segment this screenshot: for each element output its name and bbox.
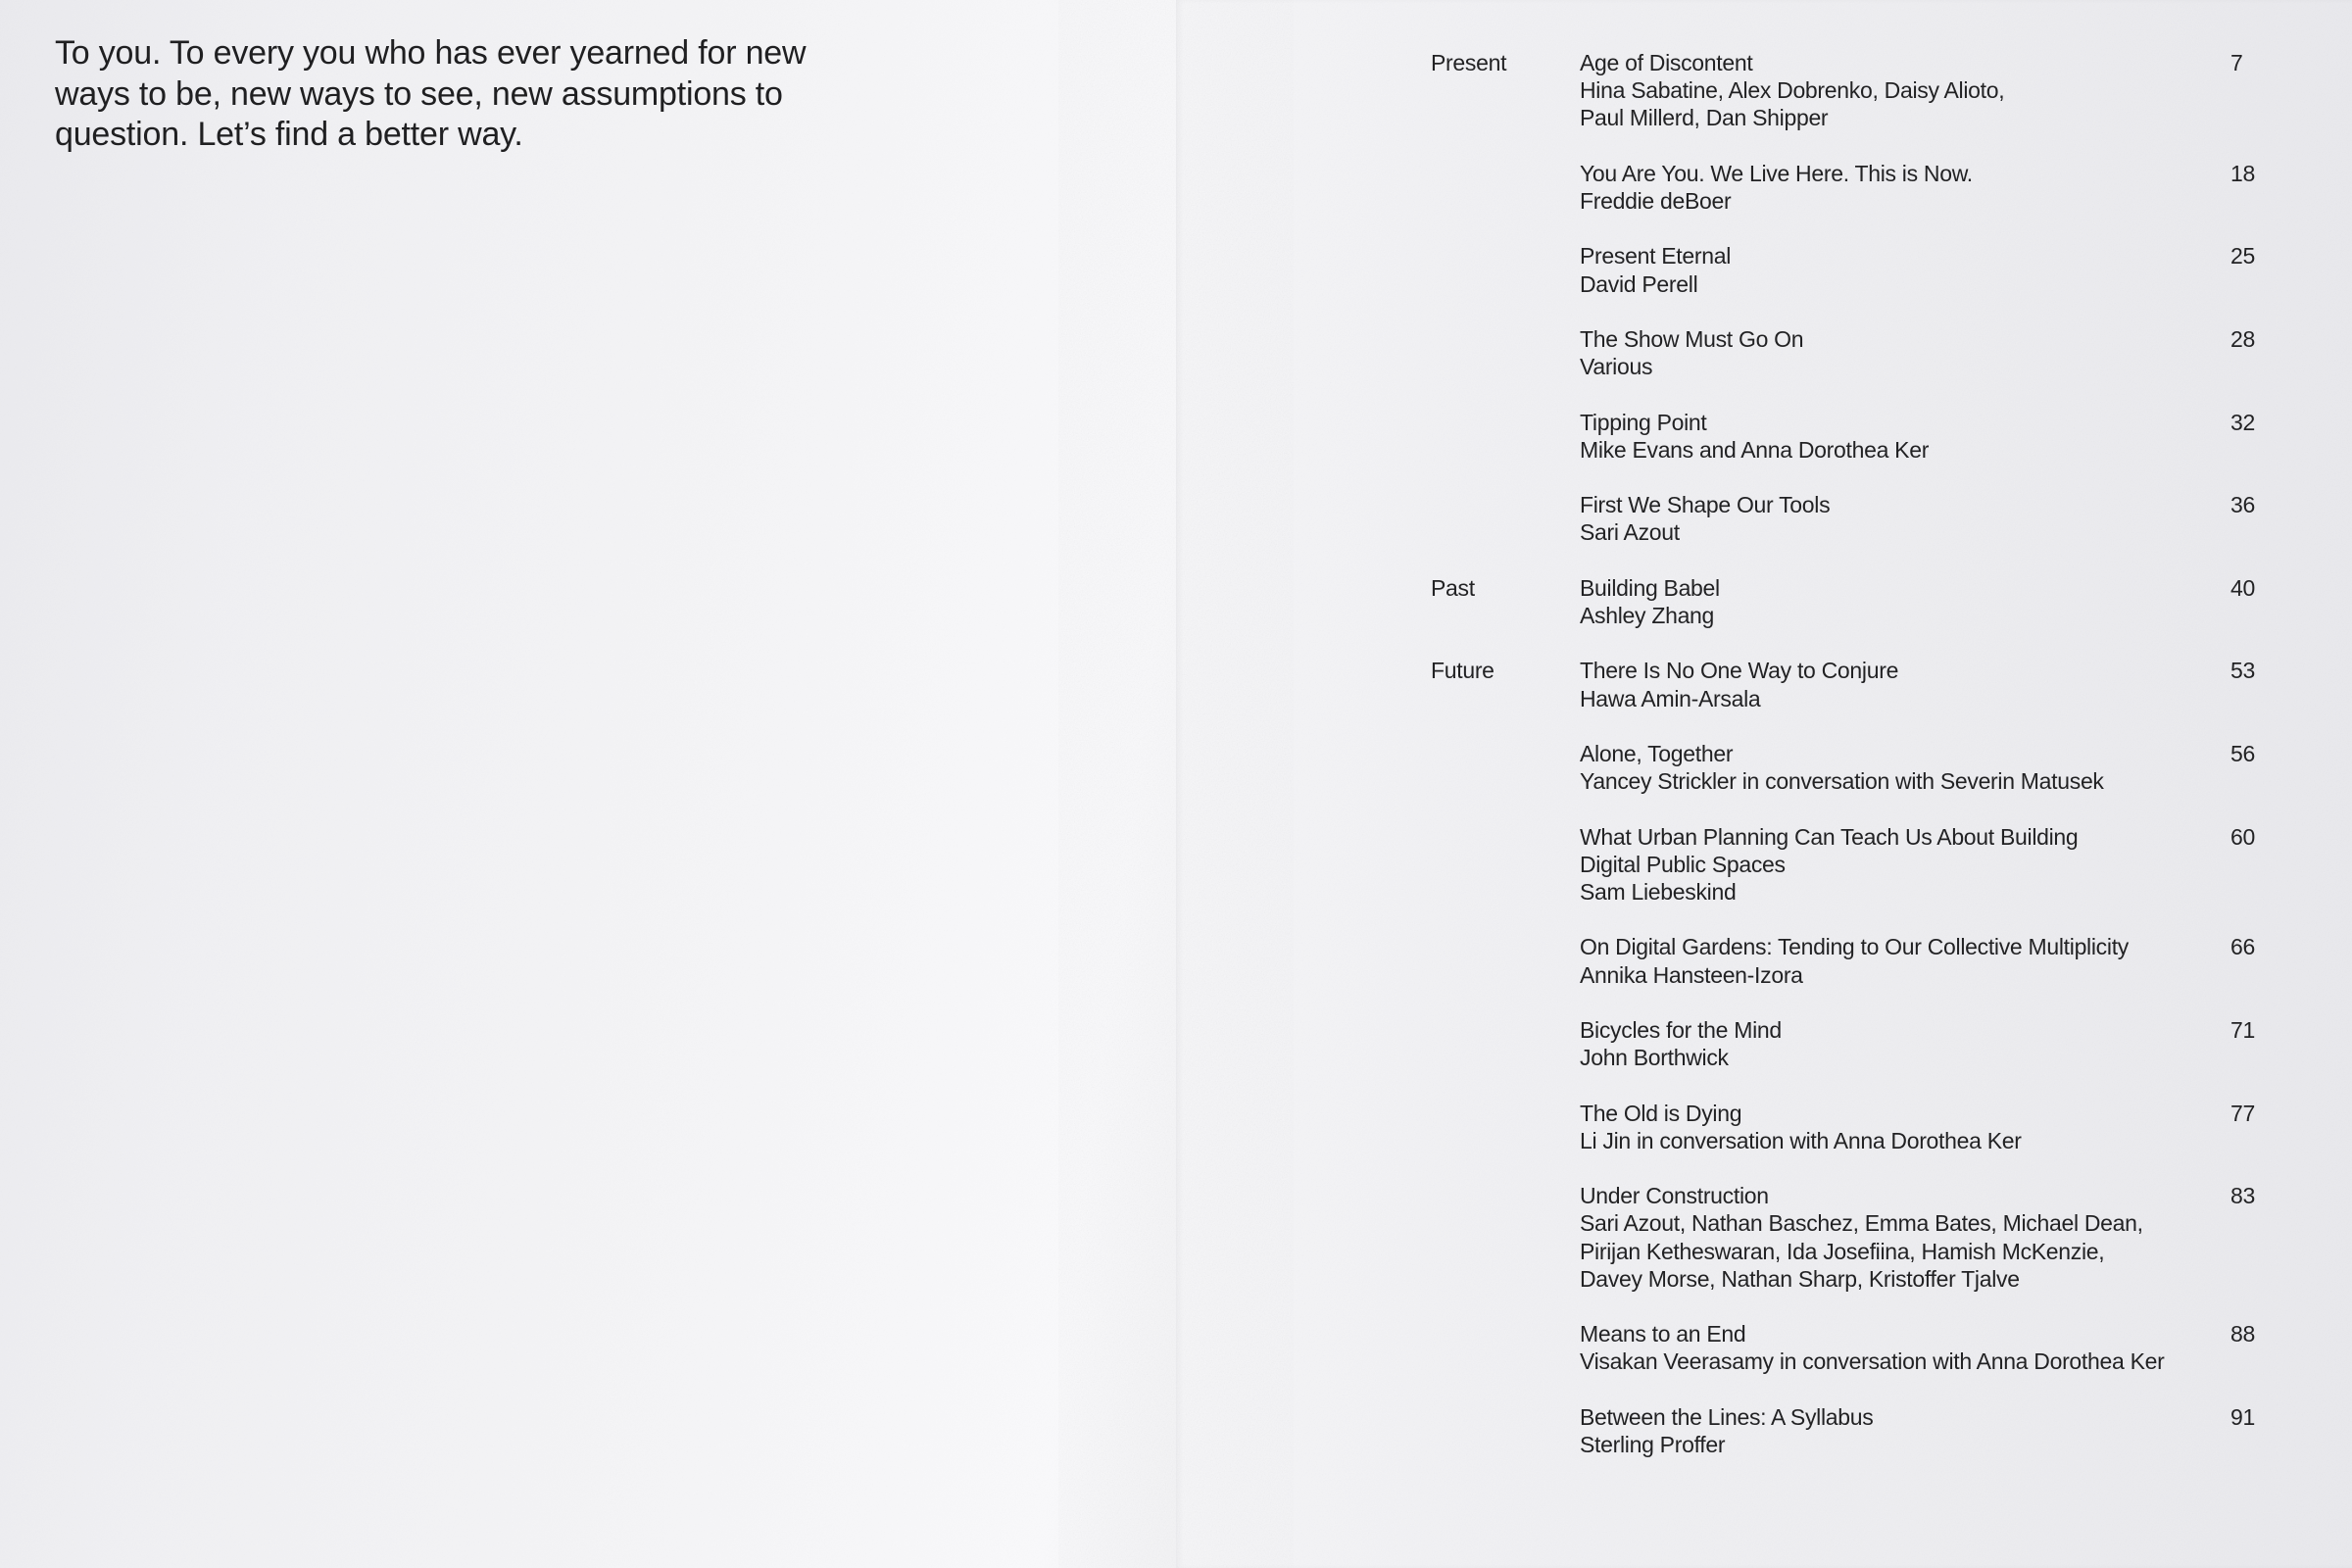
toc-title-line: First We Shape Our Tools <box>1580 492 1831 518</box>
toc-author-line: Paul Millerd, Dan Shipper <box>1580 105 1829 131</box>
toc-author-line: Pirijan Ketheswaran, Ida Josefiina, Hamish McKenzie, <box>1580 1238 2105 1264</box>
toc-title-line: Bicycles for the Mind <box>1580 1016 1782 1043</box>
toc-entry <box>1431 325 2293 380</box>
table-of-contents <box>1431 49 2293 1486</box>
toc-entry-authors <box>1580 961 2225 989</box>
toc-entry-page-number: 56 <box>2230 740 2255 766</box>
toc-title-line: The Old is Dying <box>1580 1100 1742 1126</box>
toc-author-line: Yancey Strickler in conversation with Severin Matusek <box>1580 768 2104 795</box>
toc-author-line: John Borthwick <box>1580 1045 1729 1071</box>
toc-entry-page-number: 25 <box>2230 243 2255 270</box>
dedication-line: To you. To every you who has ever yearned for new <box>55 34 807 72</box>
toc-author-line: Sari Azout, Nathan Baschez, Emma Bates, Michael Dean, <box>1580 1210 2143 1237</box>
toc-entry-title <box>1580 325 2225 353</box>
toc-entry-page-number: 71 <box>2230 1016 2255 1043</box>
toc-entry-authors <box>1580 436 2225 464</box>
toc-entry-authors <box>1580 1209 2225 1293</box>
toc-entry-authors <box>1580 1044 2225 1071</box>
toc-author-line: Annika Hansteen-Izora <box>1580 961 1803 988</box>
toc-entry-authors <box>1580 270 2225 298</box>
toc-entry-page-number: 36 <box>2230 492 2255 518</box>
toc-entry-page-number: 32 <box>2230 409 2255 435</box>
toc-title-line: Means to an End <box>1580 1321 1746 1348</box>
toc-author-line: Mike Evans and Anna Dorothea Ker <box>1580 436 1930 463</box>
toc-entry <box>1431 409 2293 464</box>
toc-entry-authors <box>1580 187 2225 215</box>
toc-entry-title <box>1580 1320 2225 1348</box>
toc-entry-main <box>1580 1016 2225 1071</box>
toc-entry-page-number: 28 <box>2230 325 2255 352</box>
toc-entry <box>1431 49 2293 132</box>
toc-section-label: Present <box>1431 50 1507 75</box>
toc-entry-title <box>1580 823 2225 878</box>
toc-author-line: Ashley Zhang <box>1580 602 1715 628</box>
toc-entry-authors <box>1580 878 2225 906</box>
toc-title-line: Age of Discontent <box>1580 50 1753 75</box>
toc-author-line: Various <box>1580 354 1653 380</box>
toc-section-label: Future <box>1431 658 1494 684</box>
toc-entry-title <box>1580 933 2225 960</box>
toc-title-line: Present Eternal <box>1580 243 1732 270</box>
toc-title-line: Digital Public Spaces <box>1580 851 1786 877</box>
toc-entry-authors <box>1580 767 2225 795</box>
toc-entry-main <box>1580 740 2225 795</box>
toc-entry <box>1431 1182 2293 1293</box>
toc-entry-page-number: 77 <box>2230 1100 2255 1126</box>
toc-entry-main <box>1580 1320 2225 1375</box>
toc-author-line: Sam Liebeskind <box>1580 878 1737 905</box>
dedication-line: question. Let’s find a better way. <box>55 116 523 153</box>
toc-entry-main <box>1580 574 2225 629</box>
toc-title-line: Between the Lines: A Syllabus <box>1580 1403 1874 1430</box>
toc-entry-title <box>1580 160 2225 187</box>
toc-title-line: Alone, Together <box>1580 740 1734 766</box>
toc-entry-page-number: 53 <box>2230 658 2255 684</box>
toc-entry-main <box>1580 933 2225 988</box>
toc-title-line: What Urban Planning Can Teach Us About Building <box>1580 823 2079 850</box>
toc-entry <box>1431 1100 2293 1154</box>
toc-title-line: On Digital Gardens: Tending to Our Collective Multiplicity <box>1580 934 2129 960</box>
toc-title-line: There Is No One Way to Conjure <box>1580 658 1899 684</box>
toc-entry-title <box>1580 242 2225 270</box>
toc-entry <box>1431 574 2293 629</box>
toc-author-line: David Perell <box>1580 270 1698 297</box>
toc-entry <box>1431 1403 2293 1458</box>
toc-entry-authors <box>1580 353 2225 380</box>
toc-entry-title <box>1580 491 2225 518</box>
right-page <box>1176 0 2352 1568</box>
toc-entry-page-number: 18 <box>2230 160 2255 186</box>
dedication-line: ways to be, new ways to see, new assumptions to <box>55 74 783 113</box>
toc-entry-authors <box>1580 1431 2225 1458</box>
toc-entry-main <box>1580 49 2225 132</box>
toc-author-line: Sari Azout <box>1580 519 1680 546</box>
toc-entry-title <box>1580 1182 2225 1209</box>
toc-author-line: Li Jin in conversation with Anna Dorothea Ker <box>1580 1127 2022 1153</box>
toc-title-line: The Show Must Go On <box>1580 325 1804 352</box>
toc-title-line: Tipping Point <box>1580 409 1707 435</box>
toc-entry-authors <box>1580 1127 2225 1154</box>
toc-entry-page-number: 83 <box>2230 1183 2255 1209</box>
toc-author-line: Sterling Proffer <box>1580 1431 1726 1457</box>
toc-entry-main <box>1580 160 2225 215</box>
toc-entry-title <box>1580 1100 2225 1127</box>
toc-entry-main <box>1580 1403 2225 1458</box>
toc-entry-authors <box>1580 518 2225 546</box>
toc-entry-main <box>1580 823 2225 906</box>
toc-title-line: You Are You. We Live Here. This is Now. <box>1580 160 1973 186</box>
toc-entry-title <box>1580 574 2225 602</box>
toc-entry-main <box>1580 325 2225 380</box>
toc-entry-title <box>1580 409 2225 436</box>
toc-section-label: Past <box>1431 574 1475 601</box>
dedication-text <box>55 33 898 156</box>
toc-author-line: Freddie deBoer <box>1580 188 1732 214</box>
toc-entry-page-number: 91 <box>2230 1403 2255 1430</box>
toc-entry <box>1431 1320 2293 1375</box>
toc-entry-main <box>1580 657 2225 711</box>
toc-entry-main <box>1580 409 2225 464</box>
toc-entry-authors <box>1580 685 2225 712</box>
toc-entry-main <box>1580 1100 2225 1154</box>
toc-entry <box>1431 491 2293 546</box>
toc-author-line: Visakan Veerasamy in conversation with Anna Dorothea Ker <box>1580 1348 2165 1375</box>
toc-entry-title <box>1580 740 2225 767</box>
toc-entry-page-number: 60 <box>2230 823 2255 850</box>
toc-author-line: Hina Sabatine, Alex Dobrenko, Daisy Alioto, <box>1580 77 2005 104</box>
toc-entry-authors <box>1580 602 2225 629</box>
toc-author-line: Hawa Amin-Arsala <box>1580 685 1761 711</box>
toc-title-line: Under Construction <box>1580 1183 1769 1209</box>
toc-entry <box>1431 823 2293 906</box>
toc-entry <box>1431 160 2293 215</box>
toc-entry-title <box>1580 1403 2225 1431</box>
toc-title-line: Building Babel <box>1580 574 1720 601</box>
toc-entry <box>1431 242 2293 297</box>
toc-entry <box>1431 740 2293 795</box>
toc-entry-main <box>1580 1182 2225 1293</box>
toc-entry-main <box>1580 242 2225 297</box>
toc-entry-page-number: 7 <box>2230 50 2243 75</box>
toc-entry-page-number: 66 <box>2230 934 2255 960</box>
toc-entry-page-number: 40 <box>2230 574 2255 601</box>
toc-entry-authors <box>1580 76 2225 131</box>
toc-entry <box>1431 657 2293 711</box>
toc-entry <box>1431 1016 2293 1071</box>
toc-entry-title <box>1580 49 2225 76</box>
toc-entry-main <box>1580 491 2225 546</box>
toc-entry-page-number: 88 <box>2230 1321 2255 1348</box>
toc-entry-title <box>1580 1016 2225 1044</box>
toc-entry <box>1431 933 2293 988</box>
toc-entry-title <box>1580 657 2225 684</box>
toc-author-line: Davey Morse, Nathan Sharp, Kristoffer Tjalve <box>1580 1265 2020 1292</box>
toc-entry-authors <box>1580 1348 2225 1375</box>
